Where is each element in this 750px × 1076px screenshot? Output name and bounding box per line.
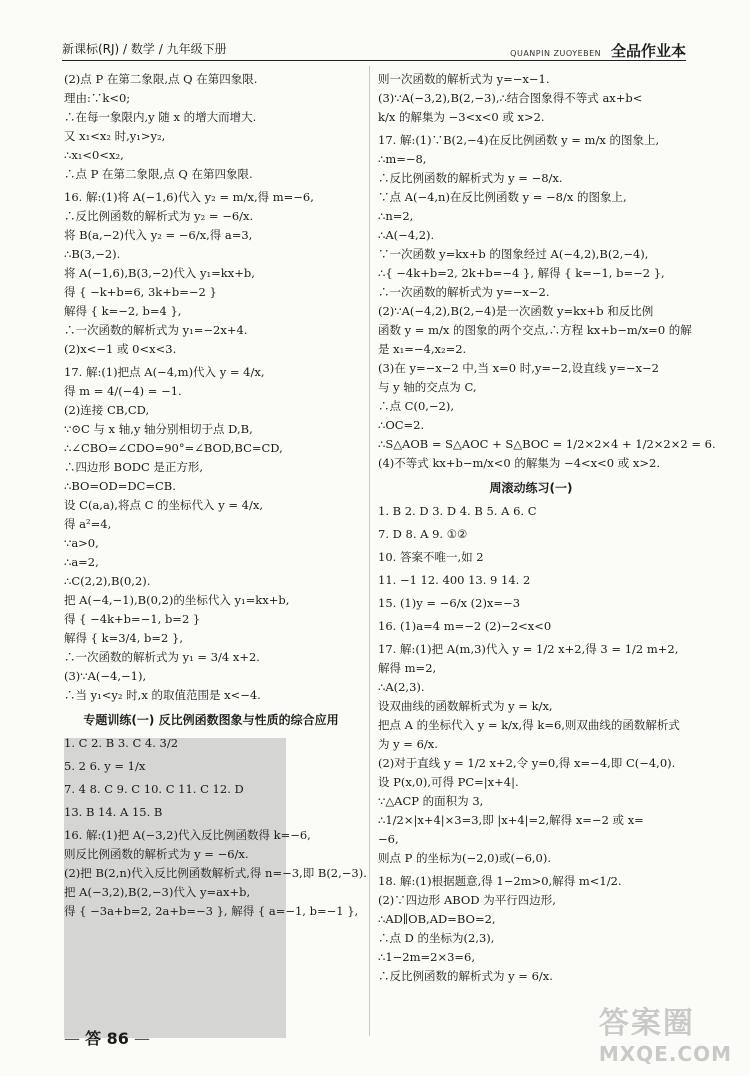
answer-line: ∴一次函数的解析式为 y₁=−2x+4. <box>64 323 248 337</box>
answer-line: ∴一次函数的解析式为 y₁ = 3/4 x+2. <box>64 650 260 664</box>
answer-line: 函数 y = m/x 的图象的两个交点,∴方程 kx+b−m/x=0 的解 <box>378 323 692 337</box>
answer-line: ∴n=2, <box>378 209 414 223</box>
answer-line: ∴反比例函数的解析式为 y = 6/x. <box>378 969 553 983</box>
answer-line: (3)在 y=−x−2 中,当 x=0 时,y=−2,设直线 y=−x−2 <box>378 361 659 375</box>
answer-line: ∴m=−8, <box>378 152 427 166</box>
header-brand-group <box>510 40 686 61</box>
answer-line: (4)不等式 kx+b−m/x<0 的解集为 −4<x<0 或 x>2. <box>378 456 660 470</box>
right-answers-part2 <box>378 502 684 986</box>
page-number: — 答 86 — <box>64 1029 151 1048</box>
answer-line: ∴点 P 在第二象限,点 Q 在第四象限. <box>64 167 253 181</box>
right-answers-part1 <box>378 70 716 473</box>
answer-line: 为 y = 6/x. <box>378 737 438 751</box>
watermark-line2: MXQE.COM <box>598 1042 732 1066</box>
answer-line: ∴a=2, <box>64 555 99 569</box>
answer-line: (2)把 B(2,n)代入反比例函数解析式,得 n=−3,即 B(2,−3). <box>64 866 367 880</box>
answer-line: 解得 { k=−2, b=4 }, <box>64 304 182 318</box>
answer-line: ∴C(2,2),B(0,2). <box>64 574 151 588</box>
answer-line: 16. 解:(1)把 A(−3,2)代入反比例函数得 k=−6, <box>64 828 311 842</box>
left-column <box>64 70 367 921</box>
answer-line: ∴点 C(0,−2), <box>378 399 455 413</box>
answer-line: 得 m = 4/(−4) = −1. <box>64 384 182 398</box>
answer-line: ∴反比例函数的解析式为 y₂ = −6/x. <box>64 209 254 223</box>
answer-line: ∴一次函数的解析式为 y=−x−2. <box>378 285 550 299</box>
right-column <box>378 70 716 986</box>
answer-line: 将 A(−1,6),B(3,−2)代入 y₁=kx+b, <box>64 266 255 280</box>
left-answers-part1 <box>64 70 358 705</box>
answer-line: 把 A(−4,−1),B(0,2)的坐标代入 y₁=kx+b, <box>64 593 290 607</box>
answer-line: 11. −1 12. 400 13. 9 14. 2 <box>378 573 531 587</box>
answer-line: 17. 解:(1)把点 A(−4,m)代入 y = 4/x, <box>64 365 265 379</box>
answer-line: 得 a²=4, <box>64 517 112 531</box>
header-subject: 新课标(RJ) / 数学 / 九年级下册 <box>62 42 227 56</box>
answer-line: 与 y 轴的交点为 C, <box>378 380 477 394</box>
answer-line: ∵点 A(−4,n)在反比例函数 y = −8/x 的图象上, <box>378 190 627 204</box>
answer-line: ∴{ −4k+b=2, 2k+b=−4 }, 解得 { k=−1, b=−2 }, <box>378 266 665 280</box>
answer-line: −6, <box>378 832 399 846</box>
answer-line: ∴当 y₁<y₂ 时,x 的取值范围是 x<−4. <box>64 688 261 702</box>
answer-line: 13. B 14. A 15. B <box>64 805 163 819</box>
answer-line: 设 P(x,0),可得 PC=|x+4|. <box>378 775 519 789</box>
answer-line: 把 A(−3,2),B(2,−3)代入 y=ax+b, <box>64 885 251 899</box>
answer-line: ∴BO=OD=DC=CB. <box>64 479 176 493</box>
left-section-title: 专题训练(一) 反比例函数图象与性质的综合应用 <box>83 713 339 727</box>
answer-line: 是 x₁=−4,x₂=2. <box>378 342 467 356</box>
answer-line: 16. (1)a=4 m=−2 (2)−2<x<0 <box>378 619 552 633</box>
answer-line: (2)∵A(−4,2),B(2,−4)是一次函数 y=kx+b 和反比例 <box>378 304 654 318</box>
answer-line: ∴A(−4,2). <box>378 228 435 242</box>
answer-line: 则反比例函数的解析式为 y = −6/x. <box>64 847 249 861</box>
right-section-title: 周滚动练习(一) <box>489 481 573 495</box>
answer-line: ∵△ACP 的面积为 3, <box>378 794 484 808</box>
answer-line: ∵一次函数 y=kx+b 的图象经过 A(−4,2),B(2,−4), <box>378 247 649 261</box>
answer-line: 7. D 8. A 9. ①② <box>378 527 468 541</box>
answer-line: ∴点 D 的坐标为(2,3), <box>378 931 495 945</box>
answer-line: 解得 { k=3/4, b=2 }, <box>64 631 183 645</box>
answer-line: ∴∠CBO=∠CDO=90°=∠BOD,BC=CD, <box>64 441 283 455</box>
answer-line: 5. 2 6. y = 1/x <box>64 759 146 773</box>
answer-line: 17. 解:(1)把 A(m,3)代入 y = 1/2 x+2,得 3 = 1/2 m+2, <box>378 642 679 656</box>
watermark-logo <box>599 998 732 1066</box>
answer-line: ∴1/2×|x+4|×3=3,即 |x+4|=2,解得 x=−2 或 x= <box>378 813 644 827</box>
answer-line: (2)∵四边形 ABOD 为平行四边形, <box>378 893 556 907</box>
answer-line: 解得 m=2, <box>378 661 437 675</box>
answer-line: 设 C(a,a),将点 C 的坐标代入 y = 4/x, <box>64 498 263 512</box>
answer-line: ∴x₁<0<x₂, <box>64 148 124 162</box>
answer-line: ∵a>0, <box>64 536 99 550</box>
answer-line: 设双曲线的函数解析式为 y = k/x, <box>378 699 553 713</box>
watermark-line1: 答案圈 <box>598 1006 695 1041</box>
header-brand: 全品作业本 <box>610 42 686 60</box>
left-answers-part2 <box>64 734 367 921</box>
answer-line: 则点 P 的坐标为(−2,0)或(−6,0). <box>378 851 551 865</box>
answer-line: 把点 A 的坐标代入 y = k/x,得 k=6,则双曲线的函数解析式 <box>378 718 680 732</box>
page-number-label: 答 86 <box>85 1029 129 1048</box>
answer-line: 16. 解:(1)将 A(−1,6)代入 y₂ = m/x,得 m=−6, <box>64 190 314 204</box>
answer-line: 10. 答案不唯一,如 2 <box>378 550 484 564</box>
answer-line: ∴S△AOB = S△AOC + S△BOC = 1/2×2×4 + 1/2×2×2 = 6. <box>378 437 716 451</box>
answer-line: 理由:∵k<0; <box>64 91 131 105</box>
answer-line: 18. 解:(1)根据题意,得 1−2m>0,解得 m<1/2. <box>378 874 622 888</box>
answer-line: 15. (1)y = −6/x (2)x=−3 <box>378 596 521 610</box>
header-rule <box>62 60 686 61</box>
header-pinyin: QUANPIN ZUOYEBEN <box>510 49 602 58</box>
answer-line: 得 { −4k+b=−1, b=2 } <box>64 612 201 626</box>
answer-line: ∴OC=2. <box>378 418 425 432</box>
answer-line: 17. 解:(1)∵B(2,−4)在反比例函数 y = m/x 的图象上, <box>378 133 660 147</box>
answer-line: ∴四边形 BODC 是正方形, <box>64 460 204 474</box>
column-divider <box>369 66 370 1036</box>
answer-line: ∴1−2m=2×3=6, <box>378 950 476 964</box>
answer-line: ∴反比例函数的解析式为 y = −8/x. <box>378 171 563 185</box>
answer-line: 1. C 2. B 3. C 4. 3/2 <box>64 736 179 750</box>
answer-line: (2)对于直线 y = 1/2 x+2,令 y=0,得 x=−4,即 C(−4,0). <box>378 756 676 770</box>
answer-line: k/x 的解集为 −3<x<0 或 x>2. <box>378 110 545 124</box>
answer-line: ∴A(2,3). <box>378 680 425 694</box>
answer-line: (2)连接 CB,CD, <box>64 403 150 417</box>
answer-line: ∴AD∥OB,AD=BO=2, <box>378 912 496 926</box>
answer-line: (3)∵A(−4,−1), <box>64 669 147 683</box>
answer-line: ∵⊙C 与 x 轴,y 轴分别相切于点 D,B, <box>64 422 253 436</box>
answer-line: 将 B(a,−2)代入 y₂ = −6/x,得 a=3, <box>64 228 253 242</box>
answer-line: 1. B 2. D 3. D 4. B 5. A 6. C <box>378 504 537 518</box>
answer-line: (2)点 P 在第二象限,点 Q 在第四象限. <box>64 72 258 86</box>
answer-line: 7. 4 8. C 9. C 10. C 11. C 12. D <box>64 782 244 796</box>
answer-line: 又 x₁<x₂ 时,y₁>y₂, <box>64 129 166 143</box>
answer-line: ∴在每一象限内,y 随 x 的增大而增大. <box>64 110 257 124</box>
answer-line: 则一次函数的解析式为 y=−x−1. <box>378 72 550 86</box>
answer-line: 得 { −k+b=6, 3k+b=−2 } <box>64 285 217 299</box>
answer-line: (2)x<−1 或 0<x<3. <box>64 342 177 356</box>
answer-line: (3)∵A(−3,2),B(2,−3),∴结合图象得不等式 ax+b< <box>378 91 643 105</box>
answer-line: 得 { −3a+b=2, 2a+b=−3 }, 解得 { a=−1, b=−1 }, <box>64 904 359 918</box>
answer-line: ∴B(3,−2). <box>64 247 121 261</box>
